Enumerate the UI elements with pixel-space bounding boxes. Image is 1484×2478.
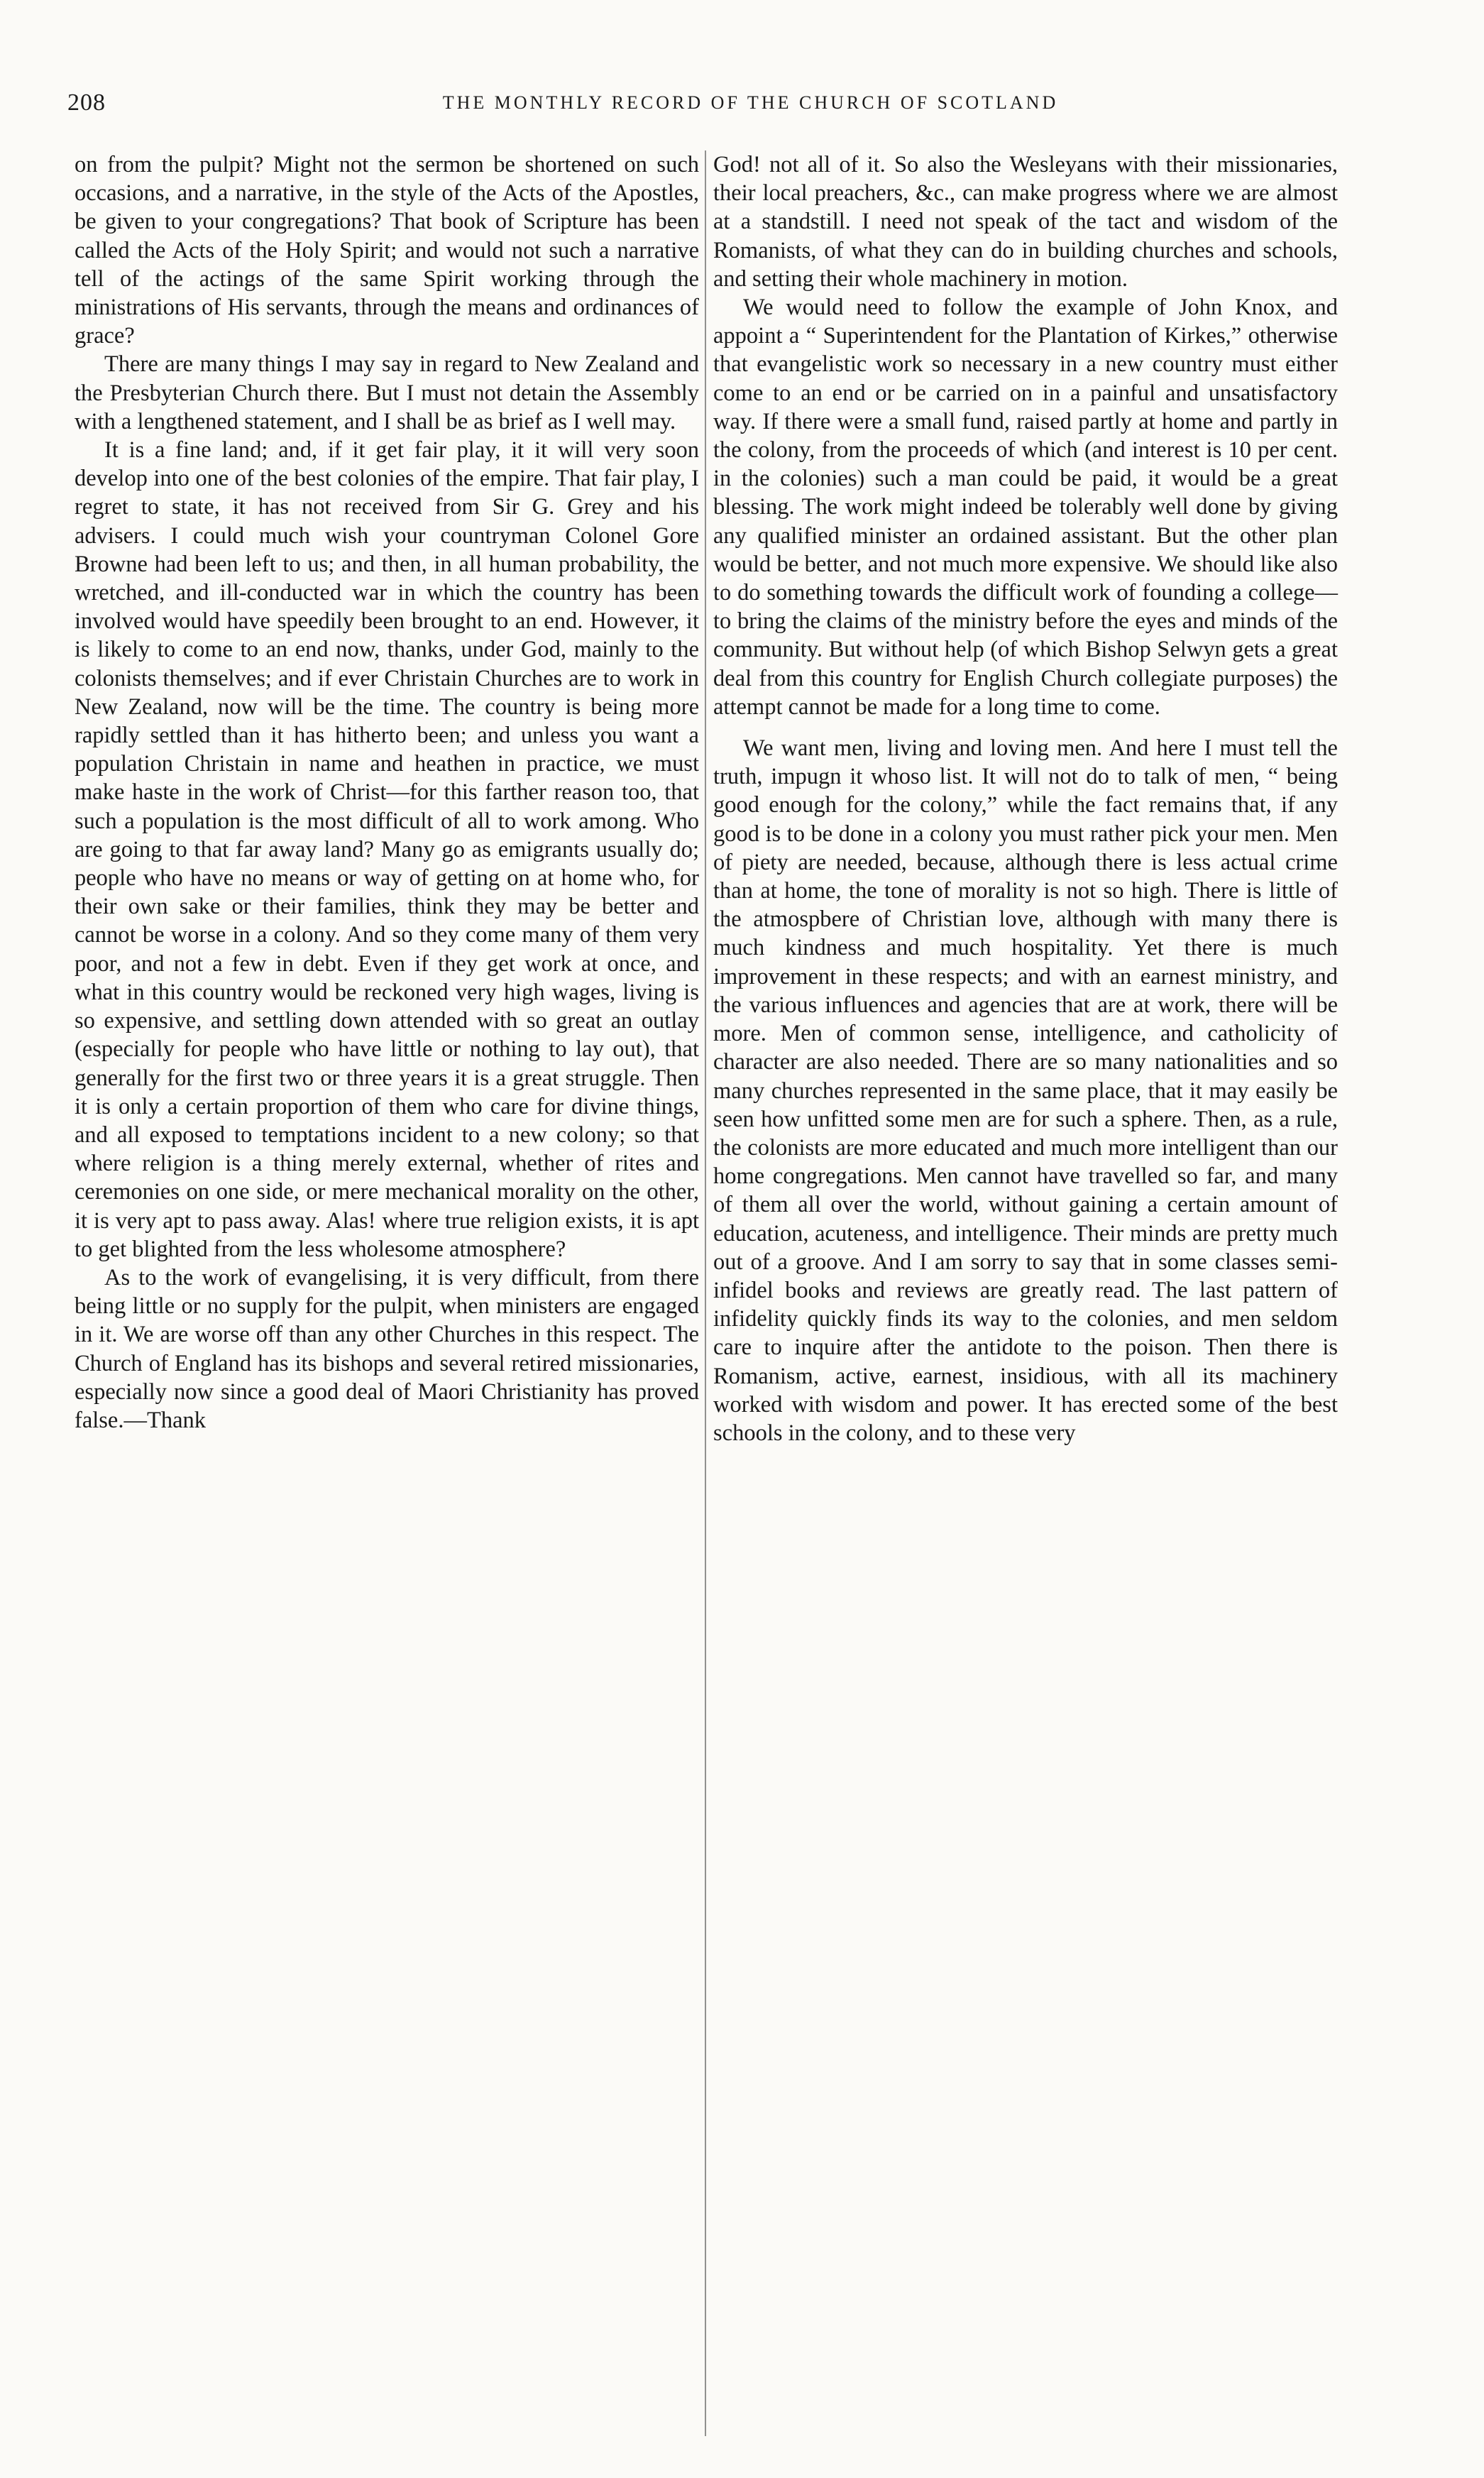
left-paragraph-1: on from the pulpit? Might not the sermon be shortened on such occasions, and a narrative, in the style of the Acts of the Apostles, be given to your congregations? That book of Scripture has been called the Acts of the Holy Spirit; and would not such a narrative tell of the actings of the same Spirit working through the ministrations of His servants, through the means and ordinances of grace? xyxy=(75,152,699,349)
left-column xyxy=(75,150,699,1435)
left-paragraph-2: There are many things I may say in regard to New Zealand and the Presbyterian Church there. But I must not detain the Assembly with a lengthened statement, and I shall be as brief as I well may. xyxy=(75,351,699,434)
column-divider xyxy=(705,150,706,2436)
right-column xyxy=(713,150,1338,1447)
running-head: THE MONTHLY RECORD OF THE CHURCH OF SCOTLAND xyxy=(442,92,1059,113)
right-paragraph-3: We want men, living and loving men. And here I must tell the truth, impugn it whoso list. It will not do to talk of men, “ being good enough for the colony,” while the fact remains that, if any good is to be done in a colony you must rather pick your men. Men of piety are needed, because, although there is less actual crime than at home, the tone of morality is not so high. There is little of the atmospbere of Christian love, although with many there is much kindness and much hospitality. Yet there is much improvement in these respects; and with an earnest ministry, and the various influences and agencies that are at work, there will be more. Men of common sense, intelligence, and catholicity of character are also needed. There are so many nationalities and so many churches represented in the same place, that it may easily be seen how unfitted some men are for such a sphere. Then, as a rule, the colonists are more educated and much more intelligent than our home congregations. Men cannot have travelled so far, and many of them all over the world, without gaining a certain amount of education, acuteness, and intelligence. Their minds are pretty much out of a groove. And I am sorry to say that in some classes semi-infidel books and reviews are greatly read. The last pattern of infidelity quickly finds its way to the colonies, and men seldom care to inquire after the antidote to the poison. Then there is Romanism, active, earnest, insidious, with all its machinery worked with wisdom and power. It has erected some of the best schools in the colony, and to these very xyxy=(713,735,1338,1446)
left-paragraph-4: As to the work of evangelising, it is very difficult, from there being little or no supply for the pulpit, when ministers are engaged in it. We are worse off than any other Churches in this respect. The Church of England has its bishops and several retired missionaries, especially now since a good deal of Maori Christianity has proved false.—Thank xyxy=(75,1264,699,1433)
page-header xyxy=(67,89,1334,132)
right-paragraph-1: God! not all of it. So also the Wesleyans with their missionaries, their local preachers, &c., can make progress where we are almost at a standstill. I need not speak of the tact and wisdom of the Romanists, of what they can do in building churches and schools, and setting their whole machinery in motion. xyxy=(713,152,1338,292)
page-number: 208 xyxy=(67,89,106,116)
right-paragraph-2: We would need to follow the example of John Knox, and appoint a “ Superintendent for the Plantation of Kirkes,” otherwise that evangelistic work so necessary in a new country must either come to an end or be carried on in a painful and unsatisfactory way. If there were a small fund, raised partly at home and partly in the colony, from the proceeds of which (and interest is 10 per cent. in the colonies) such a man could be paid, it would be a great blessing. The work might indeed be tolerably well done by giving any qualified minister an ordained assistant. But the other plan would be better, and not much more expensive. We should like also to do something towards the difficult work of founding a college—to bring the claims of the ministry before the eyes and minds of the community. But without help (of which Bishop Selwyn gets a great deal from this country for English Church collegiate purposes) the attempt cannot be made for a long time to come. xyxy=(713,295,1338,720)
left-paragraph-3: It is a fine land; and, if it get fair play, it it will very soon develop into one of the best colonies of the empire. That fair play, I regret to state, it has not received from Sir G. Grey and his advisers. I could much wish your countryman Colonel Gore Browne had been left to us; and then, in all human probability, the wretched, and ill-conducted war in which the country has been involved would have speedily been brought to an end. However, it is likely to come to an end now, thanks, under God, mainly to the colonists themselves; and if ever Christain Churches are to work in New Zealand, now will be the time. The country is being more rapidly settled than it has hitherto been; and unless you want a population Christain in name and heathen in practice, we must make haste in the work of Christ—for this farther reason too, that such a population is the most difficult of all to work among. Who are going to that far away land? Many go as emigrants usually do; people who have no means or way of getting on at home who, for their own sake or their families, think they may be better and cannot be worse in a colony. And so they come many of them very poor, and not a few in debt. Even if they get work at once, and what in this country would be reckoned very high wages, living is so expensive, and settling down attended with so great an outlay (especially for people who have little or nothing to lay out), that generally for the first two or three years it is a great struggle. Then it is only a certain proportion of them who care for divine things, and all exposed to temptations incident to a new colony; so that where religion is a thing merely external, whether of rites and ceremonies on one side, or mere mechanical morality on the other, it is very apt to pass away. Alas! where true religion exists, it is apt to get blighted from the less wholesome atmosphere? xyxy=(75,437,699,1262)
